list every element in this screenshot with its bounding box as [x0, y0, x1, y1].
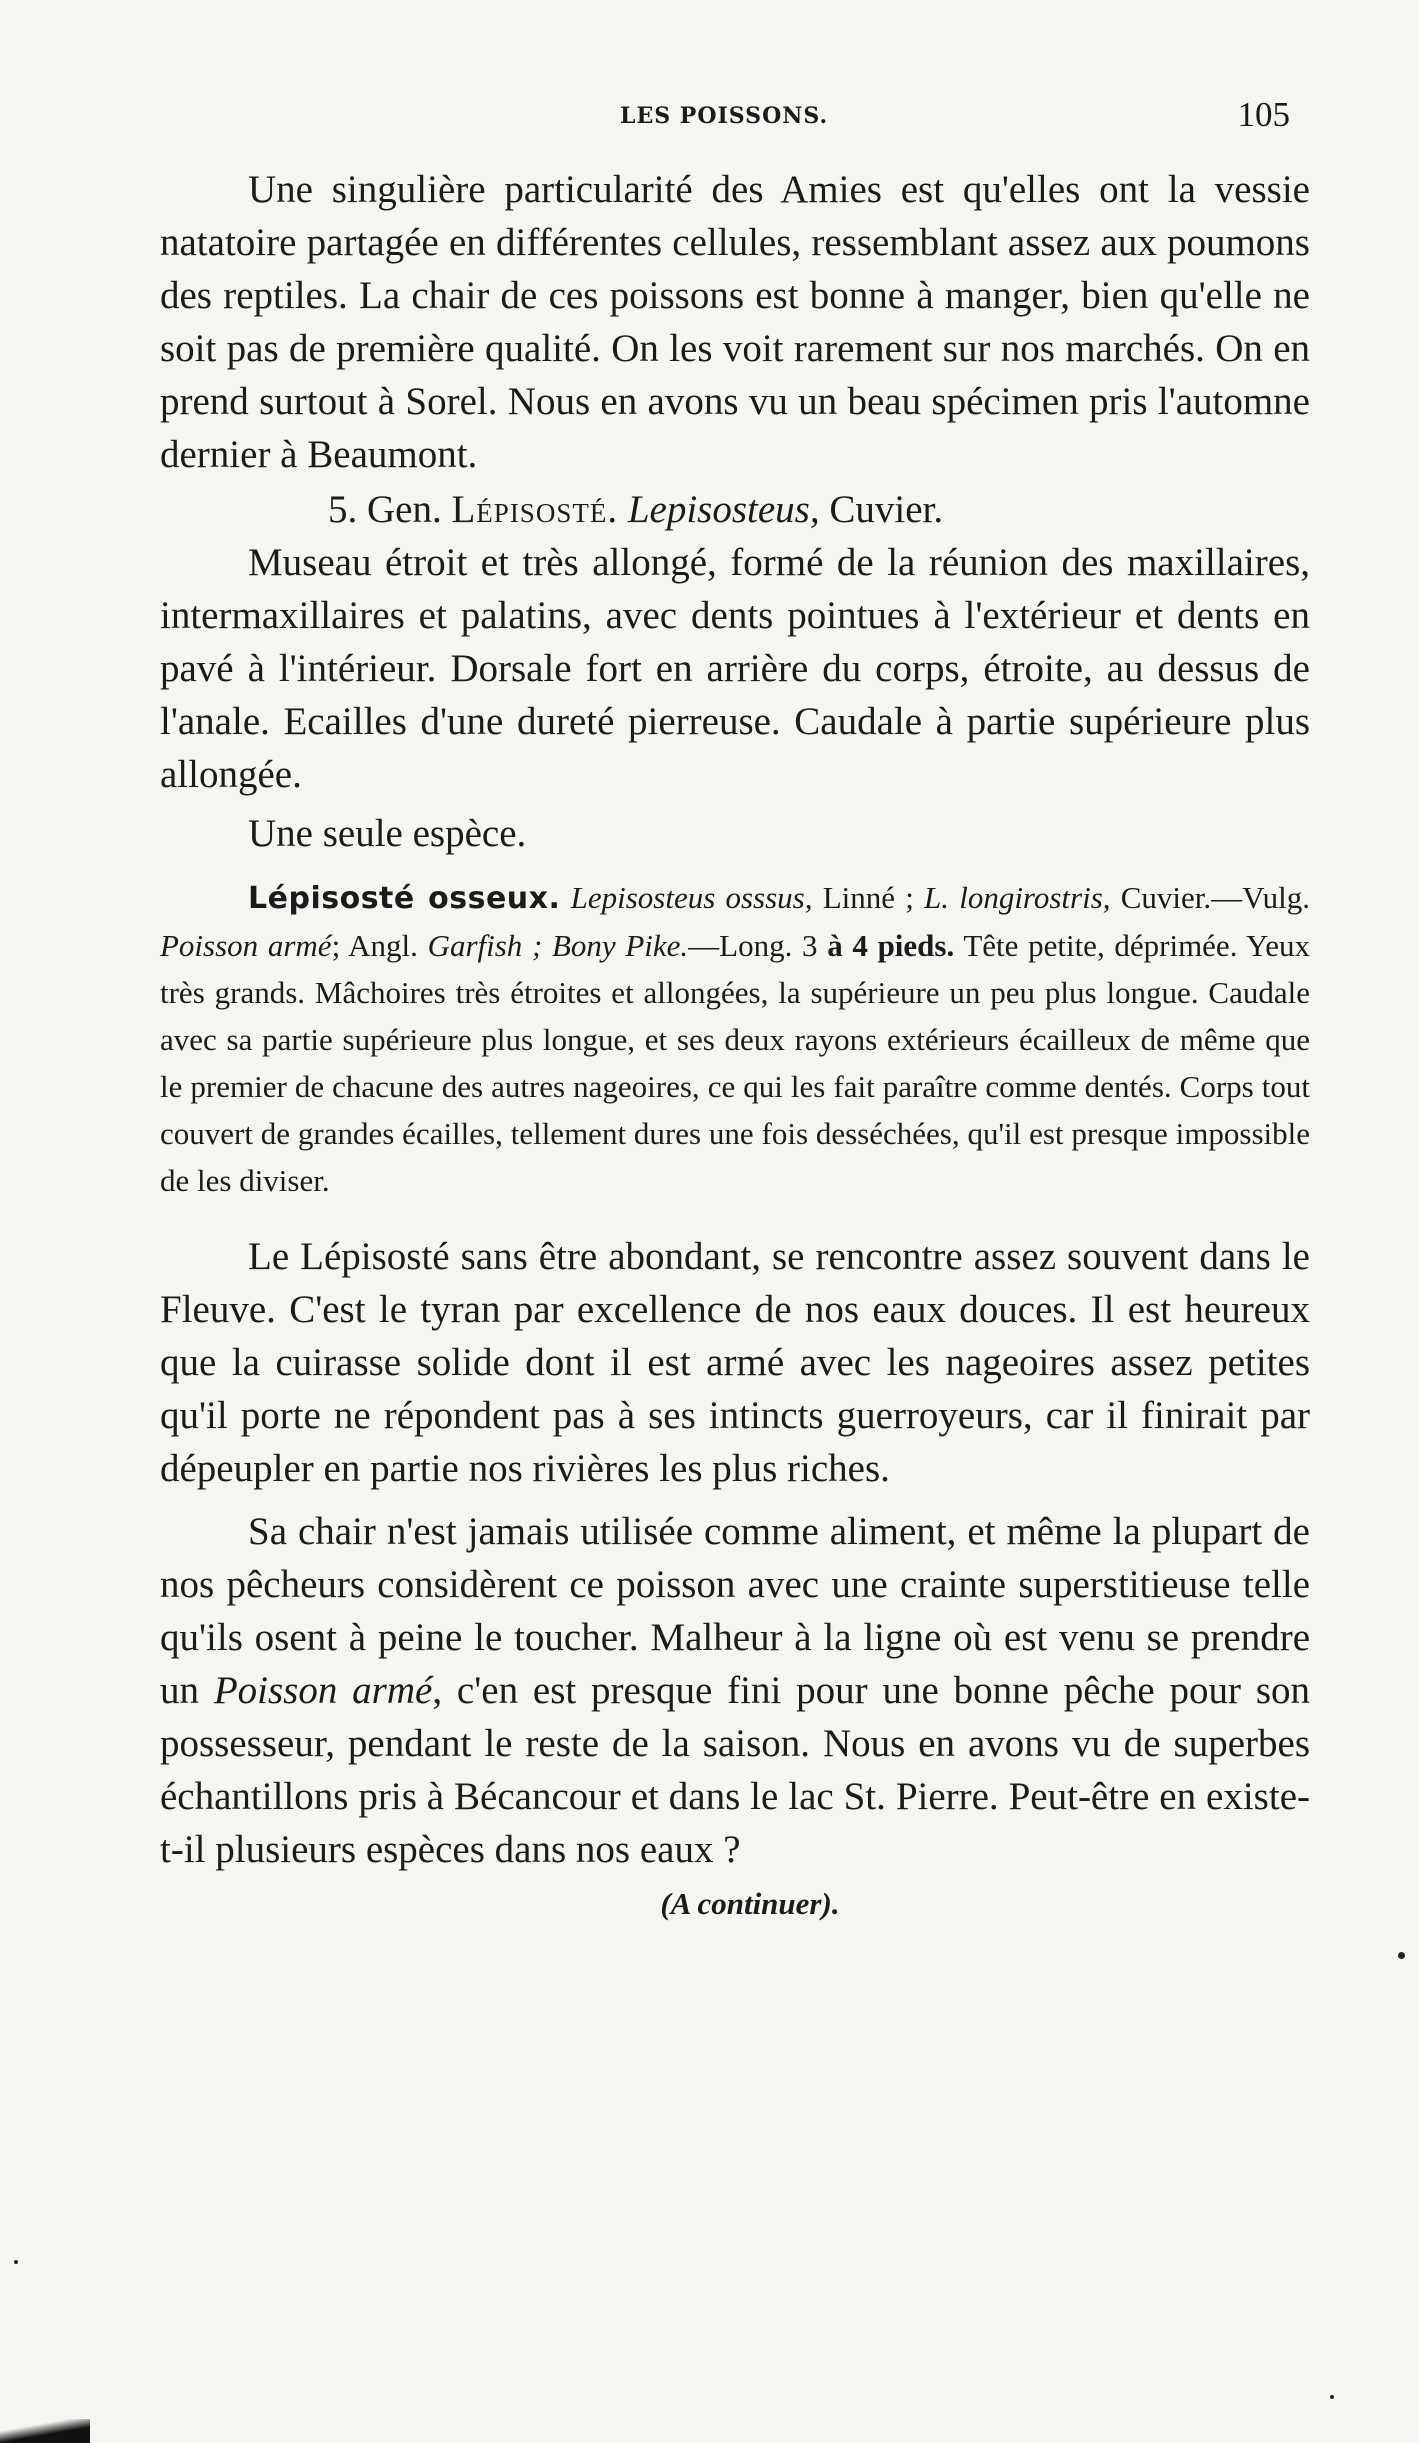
paragraph-genus-description: Museau étroit et très allongé, formé de la réunion des maxillaires, intermaxillaires et palatins, avec dents pointues à l'extérieur et dents en pavé à l'intérieur. Dorsale fort en arrière du corps, étroite, au dessus de l'anale. Ecailles d'une dureté pierreuse. Caudale à partie supérieure plus allongée.	[160, 541, 1310, 796]
species-latin: Lepisosteus osssus,	[570, 880, 813, 915]
speck	[1398, 1952, 1405, 1959]
species-vulgar-name: Poisson armé	[160, 928, 332, 963]
genus-heading	[160, 483, 1310, 536]
superstition-text-end: , c'en est presque fini pour une bonne pêche pour son possesseur, pendant le reste de la saison. Nous en avons vu de superbes échantillons pris à Bécancour et dans le lac St. Pierre. Peut-être en existe-t-il plusieurs espèces dans nos eaux ?	[160, 1669, 1311, 1871]
genus-number: 5. Gen.	[328, 488, 442, 531]
page-header	[160, 95, 1310, 155]
genus-author: Cuvier.	[829, 488, 944, 531]
paragraph-amies: Une singulière particularité des Amies est qu'elles ont la vessie natatoire partagée en différentes cellules, ressemblant assez aux poumons des reptiles. La chair de ces poissons est bonne à manger, bien qu'elle ne soit pas de première qualité. On les voit rarement sur nos marchés. On en prend surtout à Sorel. Nous en avons vu un beau spécimen pris l'automne dernier à Beaumont.	[160, 168, 1310, 476]
continued-note: (A continuer).	[660, 1886, 840, 1921]
species-english-name: Garfish ; Bony Pike.	[427, 928, 689, 963]
single-species-note: Une seule espèce.	[248, 812, 527, 855]
superstition-text-start: Sa chair n'est jamais utilisée comme aliment, et même la plupart de nos pêcheurs considèrent ce poisson avec une crainte superstitieuse telle qu'ils osent à peine le toucher. Malheur à la ligne où est venu se prendre un	[160, 1510, 1310, 1712]
genus-latin: Lepisosteus,	[627, 488, 820, 531]
species-body: Tête petite, déprimée. Yeux très grands. Mâchoires très étroites et allongées, la supérieure un peu plus longue. Caudale avec sa partie supérieure plus longue, et ses deux rayons extérieurs écailleux de même que le premier de chacune des autres nageoires, ce qui les fait paraître comme dentés. Corps tout couvert de grandes écailles, tellement dures une fois desséchées, qu'il est presque impossible de les diviser.	[160, 928, 1311, 1198]
speck	[14, 2260, 18, 2264]
species-description	[160, 874, 1310, 1204]
genus-name: Lépisosté.	[451, 488, 619, 531]
scan-edge-shadow	[0, 2419, 90, 2443]
running-title: LES POISSONS.	[620, 103, 829, 129]
book-page	[160, 95, 1310, 1922]
page-number: 105	[1237, 95, 1290, 134]
species-latin-author: Linné ;	[812, 880, 925, 915]
species-length-prefix: —Long. 3	[688, 928, 828, 963]
paragraph-habits: Le Lépisosté sans être abondant, se rencontre assez souvent dans le Fleuve. C'est le tyran par excellence de nos eaux douces. Il est heureux que la cuirasse solide dont il est armé avec les nageoires assez petites qu'il porte ne répondent pas à ses intincts guerroyeurs, car il finirait par dépeupler en partie nos rivières les plus riches.	[160, 1235, 1310, 1490]
species-synonym: L. longirostris,	[924, 880, 1111, 915]
species-angl-prefix: ; Angl.	[331, 928, 428, 963]
superstition-italic: Poisson armé	[213, 1669, 433, 1712]
species-synonym-author: Cuvier.—Vulg.	[1110, 880, 1311, 915]
species-length: à 4 pieds.	[827, 928, 955, 963]
species-name: Lépisosté osseux.	[248, 881, 561, 916]
paragraph-superstition	[160, 1505, 1310, 1876]
speck	[1330, 2395, 1334, 2399]
